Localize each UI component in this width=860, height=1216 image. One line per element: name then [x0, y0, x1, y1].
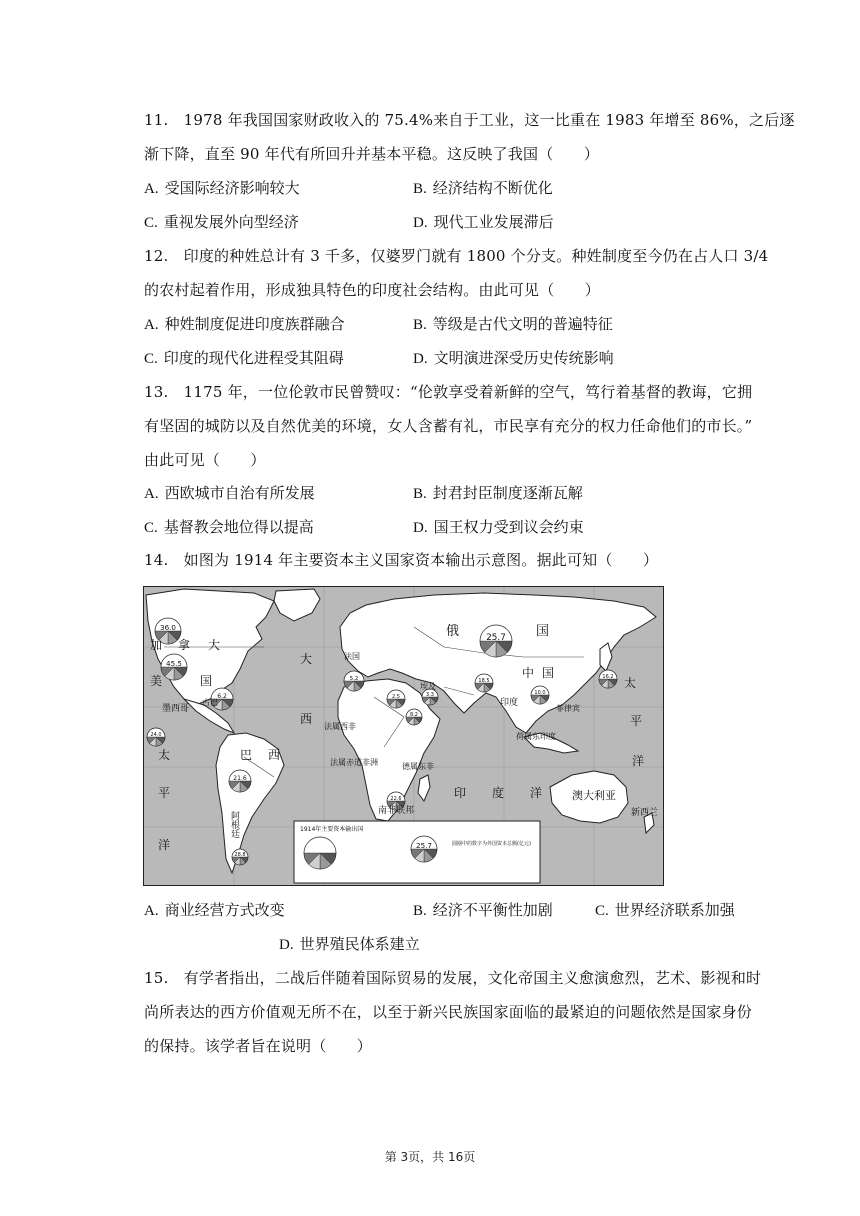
- option-key: B.: [413, 181, 427, 197]
- pie-value-label: 2.5: [392, 694, 400, 700]
- label-pacific-e-1: 太: [624, 676, 637, 690]
- option-text: 商业经营方式改变: [164, 901, 285, 919]
- label-egypt: 埃及: [420, 682, 436, 691]
- option-text: 封君封臣制度逐渐瓦解: [432, 484, 583, 502]
- question-12-line-2: 的农村起着作用，形成独具特色的印度社会结构。由此可见（ ）: [144, 281, 601, 299]
- option-12-a[interactable]: [144, 313, 345, 336]
- option-12-b[interactable]: [413, 313, 613, 336]
- option-13-c[interactable]: [144, 516, 314, 539]
- map-legend: [294, 821, 540, 883]
- label-canada-1: 加: [150, 638, 163, 652]
- legend-pie-sample-left: [304, 837, 336, 869]
- pie-value-label: 6.2: [217, 693, 227, 700]
- option-key: D.: [279, 937, 294, 953]
- legend-title: 1914年主要资本输出国: [300, 826, 364, 833]
- question-11-line-2: 渐下降，直至 90 年代有所回升并基本平稳。这反映了我国（ ）: [144, 145, 600, 163]
- question-12-line-1: 12. 印度的种姓总计有 3 千多，仅婆罗门就有 1800 个分支。种姓制度至今仍在占人口 3/4: [144, 247, 769, 265]
- greenland-shape: [274, 589, 320, 621]
- label-brazil-1: 巴: [240, 748, 253, 762]
- pie-marker-11: [406, 709, 422, 725]
- label-argentina: 阿根廷: [229, 811, 239, 838]
- pie-value-label: 28.8: [234, 852, 246, 858]
- label-french-west-africa: 法属西非: [324, 722, 356, 731]
- label-new-zealand: 新西兰: [631, 808, 659, 818]
- option-text: 经济结构不断优化: [432, 179, 553, 197]
- legend-pie-sample-right: [411, 836, 437, 862]
- pie-marker-10: [229, 770, 251, 792]
- pie-marker-14: [147, 728, 165, 746]
- label-cuba: 古巴: [202, 698, 218, 707]
- label-south-africa: 南非联邦: [378, 806, 415, 816]
- label-russia-1: 俄: [446, 624, 460, 639]
- option-key: D.: [413, 520, 428, 536]
- pie-marker-4: [344, 671, 364, 691]
- option-14-d[interactable]: [279, 933, 420, 956]
- label-pacific-e-2: 平: [630, 714, 643, 728]
- question-15-line-2: 尚所表达的西方价值观无所不在，以至于新兴民族国家面临的最紧迫的问题依然是国家身份: [144, 1003, 753, 1021]
- option-text: 西欧城市自治有所发展: [164, 484, 315, 502]
- option-text: 世界殖民体系建立: [299, 935, 420, 953]
- option-text: 文明演进深受历史传统影响: [433, 349, 614, 367]
- option-text: 种姓制度促进印度族群融合: [164, 315, 345, 333]
- option-key: B.: [413, 317, 427, 333]
- option-11-d[interactable]: [413, 211, 554, 234]
- pie-value-label: 24.0: [150, 732, 162, 738]
- option-11-b[interactable]: [413, 177, 553, 200]
- option-13-a[interactable]: [144, 482, 315, 505]
- option-13-b[interactable]: [413, 482, 583, 505]
- pie-value-label: 3.3: [426, 692, 434, 698]
- option-text: 国王权力受到议会约束: [433, 518, 584, 536]
- label-pacific-w-2: 平: [158, 786, 171, 800]
- option-key: D.: [413, 215, 428, 231]
- option-text: 世界经济联系加强: [614, 901, 735, 919]
- legend-note: 圆圈中的数字为外国资本总额(亿元): [452, 841, 531, 847]
- option-key: A.: [144, 903, 159, 919]
- option-14-b[interactable]: [413, 899, 553, 922]
- option-text: 受国际经济影响较大: [164, 179, 300, 197]
- page-footer: 第 3页，共 16页: [384, 1150, 476, 1164]
- option-13-d[interactable]: [413, 516, 584, 539]
- pie-marker-5: [387, 690, 405, 708]
- pie-value-label: 5.2: [349, 676, 359, 682]
- option-key: C.: [595, 903, 609, 919]
- pie-value-label: 8.2: [410, 712, 418, 718]
- option-text: 等级是古代文明的普遍特征: [432, 315, 613, 333]
- label-atlantic-1: 大: [300, 652, 313, 666]
- label-china-1: 中: [522, 666, 535, 680]
- option-12-c[interactable]: [144, 347, 344, 370]
- option-key: C.: [144, 520, 158, 536]
- option-key: A.: [144, 486, 159, 502]
- question-15-line-1: 15. 有学者指出，二战后伴随着国际贸易的发展，文化帝国主义愈演愈烈，艺术、影视和时: [144, 969, 762, 987]
- option-key: C.: [144, 351, 158, 367]
- option-key: B.: [413, 903, 427, 919]
- label-dutch-east-indies: 荷属东印度: [516, 732, 556, 741]
- pie-value-label: 10.0: [534, 690, 546, 696]
- pie-marker-15: [232, 849, 248, 865]
- option-text: 印度的现代化进程受其阻碍: [163, 349, 344, 367]
- label-german-east-africa: 德属东非: [402, 762, 434, 771]
- label-indian-ocean-3: 洋: [530, 786, 543, 800]
- option-14-c[interactable]: [595, 899, 735, 922]
- option-text: 现代工业发展滞后: [433, 213, 554, 231]
- option-key: A.: [144, 181, 159, 197]
- pie-value-label: 25.7: [486, 633, 506, 643]
- label-philippines: 菲律宾: [556, 704, 580, 713]
- label-brazil-2: 西: [268, 748, 281, 762]
- pie-marker-7: [475, 674, 493, 692]
- option-11-a[interactable]: [144, 177, 300, 200]
- world-capital-export-map: [143, 586, 664, 886]
- label-canada-2: 拿: [178, 638, 191, 652]
- option-key: C.: [144, 215, 158, 231]
- option-key: A.: [144, 317, 159, 333]
- label-mexico: 墨西哥: [162, 704, 190, 714]
- label-pacific-e-3: 洋: [632, 754, 645, 768]
- option-14-a[interactable]: [144, 899, 285, 922]
- option-text: 重视发展外向型经济: [163, 213, 299, 231]
- map-svg: [144, 587, 663, 885]
- pie-marker-8: [480, 625, 512, 657]
- pie-marker-12: [599, 670, 617, 688]
- question-13-line-2: 有坚固的城防以及自然优美的环境，女人含蓄有礼，市民享有充分的权力任命他们的市长。”: [144, 417, 753, 435]
- pie-value-label: 22.6: [390, 796, 402, 802]
- option-11-c[interactable]: [144, 211, 299, 234]
- question-15-line-3: 的保持。该学者旨在说明（ ）: [144, 1037, 373, 1055]
- label-usa-1: 美: [150, 674, 163, 688]
- madagascar-shape: [418, 775, 430, 801]
- option-12-d[interactable]: [413, 347, 614, 370]
- pie-value-label: 36.0: [160, 623, 176, 632]
- pie-value-label: 16.2: [602, 674, 614, 680]
- label-indian-ocean-2: 度: [492, 786, 505, 800]
- pie-marker-9: [531, 686, 549, 704]
- label-pacific-w-1: 太: [158, 748, 171, 762]
- pie-value-label: 25.7: [416, 841, 432, 850]
- label-australia: 澳大利亚: [572, 789, 616, 802]
- label-atlantic-2: 西: [300, 712, 313, 726]
- label-china-2: 国: [542, 666, 555, 680]
- option-text: 基督教会地位得以提高: [163, 518, 314, 536]
- label-french-eq-africa: 法属赤道非洲: [330, 758, 378, 767]
- question-13-line-1: 13. 1175 年，一位伦敦市民曾赞叹：“伦敦享受着新鲜的空气，笃行着基督的教诲，它拥: [144, 383, 753, 401]
- label-indian-ocean-1: 印: [454, 786, 467, 800]
- option-key: D.: [413, 351, 428, 367]
- pie-value-label: 18.5: [478, 678, 490, 684]
- pie-marker-2: [161, 654, 187, 680]
- label-france: 法国: [344, 652, 360, 661]
- label-russia-2: 国: [536, 624, 550, 639]
- label-pacific-w-3: 洋: [158, 838, 171, 852]
- question-14-line-1: 14. 如图为 1914 年主要资本主义国家资本输出示意图。据此可知（ ）: [144, 551, 659, 569]
- question-13-line-3: 由此可见（ ）: [144, 451, 266, 469]
- label-india: 印度: [500, 698, 519, 708]
- pie-marker-6: [422, 689, 438, 705]
- question-11-line-1: 11. 1978 年我国国家财政收入的 75.4%来自于工业，这一比重在 1983 年增至 86%，之后逐: [144, 111, 795, 129]
- pie-value-label: 45.5: [166, 659, 182, 668]
- label-usa-2: 国: [200, 674, 213, 688]
- option-text: 经济不平衡性加剧: [432, 901, 553, 919]
- option-key: B.: [413, 486, 427, 502]
- label-canada-3: 大: [208, 638, 221, 652]
- pie-value-label: 21.6: [233, 775, 247, 782]
